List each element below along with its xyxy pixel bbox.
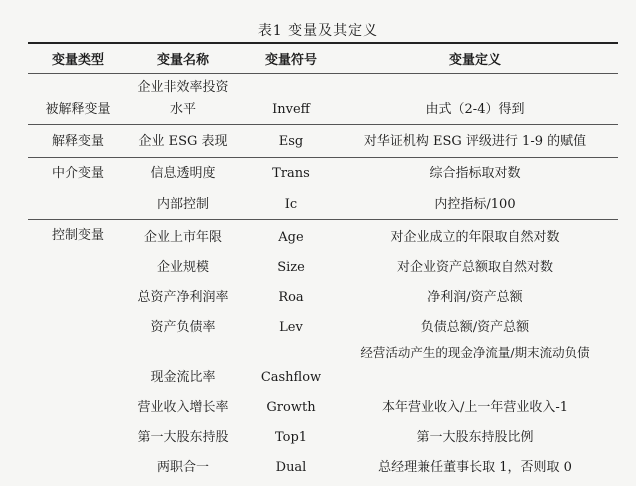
row-symbol: Growth (266, 400, 316, 415)
table-title: 表1 变量及其定义 (257, 23, 379, 39)
row-definition: 对企业成立的年限取自然对数 (390, 230, 560, 245)
header-variable-type: 变量类型 (51, 53, 104, 68)
row-name: 现金流比率 (150, 370, 216, 385)
row-type: 被解释变量 (45, 102, 111, 117)
top-rule (28, 42, 618, 44)
row-symbol: Lev (279, 320, 303, 335)
row-name: 总资产净利润率 (137, 290, 229, 305)
row-name: 信息透明度 (150, 166, 216, 181)
section-rule (28, 124, 618, 125)
row-symbol: Ic (284, 197, 298, 212)
row-symbol: Dual (275, 460, 307, 475)
row-definition: 总经理兼任董事长取 1，否则取 0 (378, 460, 572, 475)
row-symbol: Roa (278, 290, 304, 305)
row-symbol: Top1 (274, 430, 308, 445)
row-name: 企业非效率投资 (137, 80, 229, 95)
row-symbol: Esg (278, 134, 304, 149)
row-definition: 内控指标/100 (434, 197, 516, 212)
row-name: 企业规模 (156, 260, 209, 275)
row-definition: 净利润/资产总额 (427, 290, 523, 305)
row-name: 第一大股东持股 (137, 430, 229, 445)
row-type: 解释变量 (51, 134, 104, 149)
row-name: 两职合一 (156, 460, 209, 475)
row-definition: 负债总额/资产总额 (420, 320, 530, 335)
row-name: 企业上市年限 (143, 230, 222, 245)
row-definition: 综合指标取对数 (429, 166, 521, 181)
header-variable-definition: 变量定义 (448, 53, 501, 68)
row-symbol: Cashflow (260, 370, 322, 385)
row-name-cont: 水平 (169, 102, 196, 117)
row-symbol: Trans (272, 166, 310, 181)
row-name: 资产负债率 (150, 320, 216, 335)
row-name: 营业收入增长率 (137, 400, 229, 415)
row-name: 内部控制 (156, 197, 209, 212)
row-definition: 经营活动产生的现金净流量/期末流动负债 (360, 345, 590, 360)
row-definition: 由式（2-4）得到 (425, 102, 525, 117)
header-variable-symbol: 变量符号 (264, 53, 317, 68)
row-type: 中介变量 (51, 166, 104, 181)
section-rule (28, 219, 618, 220)
row-symbol: Age (278, 230, 304, 245)
row-symbol: Inveff (272, 102, 310, 117)
header-rule (28, 73, 618, 74)
row-symbol: Size (277, 260, 305, 275)
row-definition: 对企业资产总额取自然对数 (396, 260, 553, 275)
row-name: 企业 ESG 表现 (138, 134, 228, 149)
row-type: 控制变量 (51, 228, 104, 243)
section-rule (28, 157, 618, 158)
row-definition: 本年营业收入/上一年营业收入-1 (381, 400, 569, 415)
row-definition: 对华证机构 ESG 评级进行 1-9 的赋值 (363, 134, 587, 149)
row-definition: 第一大股东持股比例 (416, 430, 534, 445)
header-variable-name: 变量名称 (156, 53, 209, 68)
